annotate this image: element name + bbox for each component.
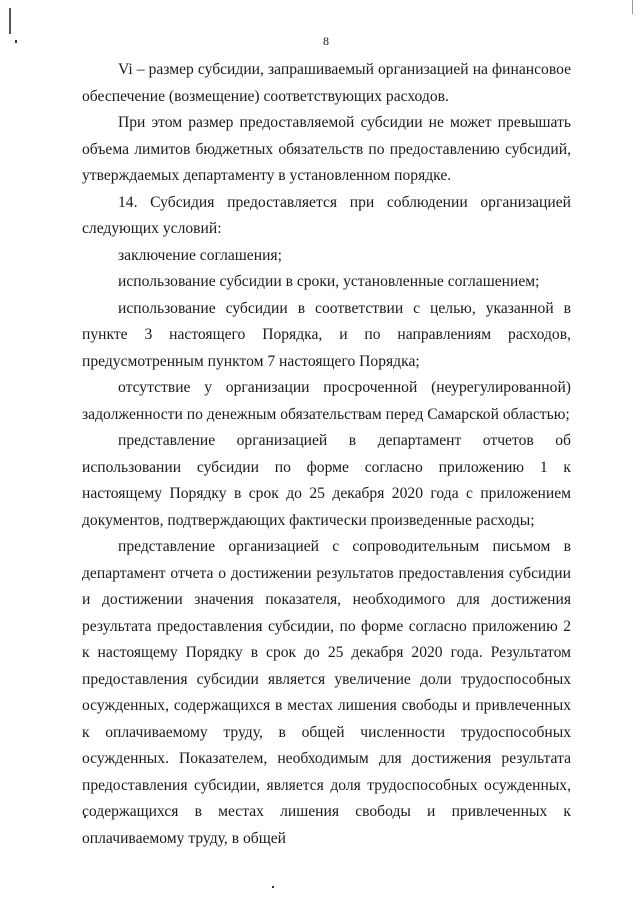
condition-no-debt: отсутствие у организации просроченной (неурегулированной) задолженности по денежным обязательствам перед Самарской областью;: [82, 379, 571, 423]
condition-purpose: использование субсидии в соответствии с целью, указанной в пункте 3 настоящего Порядка, и по направлениям расходов, предусмотренным пунктом 7 настоящего Порядка;: [82, 299, 571, 370]
page-number: 8: [323, 34, 329, 48]
document-body: [82, 57, 571, 852]
paragraph-clause-14: 14. Субсидия предоставляется при соблюдении организацией следующих условий:: [82, 193, 571, 237]
condition-terms: использование субсидии в сроки, установленные соглашением;: [118, 273, 540, 290]
condition-results-report: представление организацией с сопроводительным письмом в департамент отчета о достижении результатов предоставления субсидии и достижении значения показателя, необходимого для достижения результата предоставления субсидии, по форме согласно приложению 2 к настоящему Порядку в срок до 25 декабря 2020 года. Результатом предоставления субсидии является увеличение доли трудоспособных осужденных, содержащихся в местах лишения свободы и привлеченных к оплачиваемому труду, в общей численности трудоспособных осужденных. Показателем, необходимым для достижения результата предоставления субсидии, является доля трудоспособных осужденных, содержащихся в местах лишения свободы и привлеченных к оплачиваемому труду, в общей: [82, 538, 571, 847]
condition-usage-report: представление организацией в департамент отчетов об использовании субсидии по форме согласно приложению 1 к настоящему Порядку в срок до 25 декабря 2020 года с приложением документов, подтверждающих фактически произведенные расходы;: [82, 432, 571, 529]
paragraph-formula-definition: Vi – размер субсидии, запрашиваемый организацией на финансовое обеспечение (возмещение) соответствующих расходов.: [82, 61, 571, 105]
scan-artifact: [9, 8, 11, 34]
scan-artifact: [272, 886, 274, 888]
scan-artifact: [632, 0, 633, 14]
condition-agreement: заключение соглашения;: [118, 246, 282, 264]
paragraph-subsidy-limit: При этом размер предоставляемой субсидии не может превышать объема лимитов бюджетных обязательств по предоставлению субсидий, утверждаемых департаменту в установленном порядке.: [82, 114, 571, 184]
